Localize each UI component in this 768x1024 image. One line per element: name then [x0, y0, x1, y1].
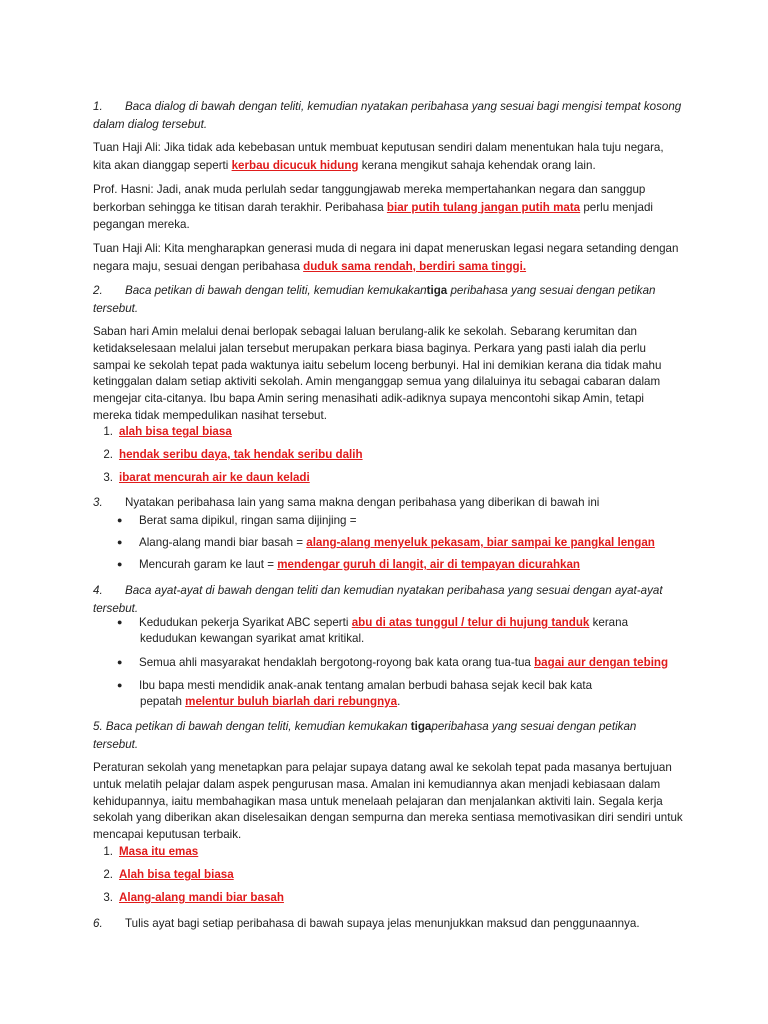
dialog-line-1: Tuan Haji Ali: Jika tidak ada kebebasan untuk membuat keputusan sendiri dalam menentukan hala tuju negara, kita akan dianggap seperti kerbau dicucuk hidung kerana mengikut sahaja kehendak orang lain. [93, 141, 664, 172]
bullet-icon: ● [117, 515, 123, 525]
answer: duduk sama rendah, berdiri sama tinggi. [303, 259, 527, 273]
question-2-instruction: 2. Baca petikan di bawah dengan teliti, kemudian kemukakantiga peribahasa yang sesuai dengan petikan tersebut. [93, 284, 656, 315]
bullet-icon: ● [117, 657, 123, 667]
question-2-passage: Saban hari Amin melalui denai berlopak sebagai laluan berulang-alik ke sekolah. Sebarang kerumitan dan ketidakselesaan melalui jalan tersebut merupakan perkara biasa baginya. Perkara yang pasti ialah dia perlu sampai ke sekolah tepat pada waktunya iaitu sebelum loceng berbunyi. Hal ini demikian kerana dia tidak mahu ketinggalan dalam setiap aktiviti sekolah. Amin menganggap semua yang dilaluinya itu sebagai cabaran dalam mengejar cita-citanya. Ibu bapa Amin sering menasihati adik-adiknya supaya mencontohi sikap Amin, tetapi mereka tidak mempedulikan nasihat tersebut. [93, 325, 662, 422]
answer: kerbau dicucuk hidung [231, 158, 359, 172]
question-1-instruction: 1. Baca dialog di bawah dengan teliti, kemudian nyatakan peribahasa yang sesuai bagi mengisi tempat kosong dalam dialog tersebut. [93, 100, 682, 131]
bullet-icon: ● [117, 559, 123, 569]
dialog-line-2: Prof. Hasni: Jadi, anak muda perlulah sedar tanggungjawab mereka mempertahankan negara dan sanggup berkorban sehingga ke titisan darah terakhir. Peribahasa biar putih tulang jangan putih mata perlu menjadi pegangan mereka. [93, 183, 653, 231]
bullet-icon: ● [117, 680, 123, 690]
dialog-line-3: Tuan Haji Ali: Kita mengharapkan generasi muda di negara ini dapat meneruskan legasi negara setanding dengan negara maju, sesuai dengan peribahasa duduk sama rendah, berdiri sama tinggi. [93, 242, 679, 273]
question-5-passage: Peraturan sekolah yang menetapkan para pelajar supaya datang awal ke sekolah tepat pada masanya bertujuan untuk melatih pelajar dalam aspek pengurusan masa. Amalan ini kemudiannya akan menjadi kebiasaan dalam kehidupannya, iaitu membahagikan masa untuk menelaah pelajaran dan menjalankan aktiviti lain. Segala kerja sekolah yang diberikan akan diselesaikan dengan sempurna dan mereka sentiasa memotivasikan diri sendiri untuk mencapai keputusan terbaik. [93, 761, 683, 842]
bullet-icon: ● [117, 617, 123, 627]
answer: biar putih tulang jangan putih mata [386, 200, 581, 214]
question-3-instruction: 3. Nyatakan peribahasa lain yang sama makna dengan peribahasa yang diberikan di bawah ini [93, 496, 600, 509]
bullet-icon: ● [117, 537, 123, 547]
question-4-instruction: 4. Baca ayat-ayat di bawah dengan teliti dan kemudian nyatakan peribahasa yang sesuai dengan ayat-ayat tersebut. [93, 584, 663, 615]
question-6-instruction: 6. Tulis ayat bagi setiap peribahasa di bawah supaya jelas menunjukkan maksud dan penggunaannya. [93, 917, 640, 930]
document-page: 1. Baca dialog di bawah dengan teliti, kemudian nyatakan peribahasa yang sesuai bagi mengisi tempat kosong dalam dialog tersebut. Tuan Haji Ali: Jika tidak ada kebebasan untuk membuat keputusan sendiri dalam menentukan hala tuju negara, kita akan dianggap seperti kerbau dicucuk hidung kerana mengikut sahaja kehendak orang lain. Prof. Hasni: Jadi, anak muda perlulah sedar tanggungjawab mereka mempertahankan negara dan sanggup berkorban sehingga ke titisan darah terakhir. Peribahasa biar putih tulang jangan putih mata perlu menjadi pegangan mereka. Tuan Haji Ali: Kita mengharapkan generasi muda di negara ini dapat meneruskan legasi negara setanding dengan negara maju, sesuai dengan peribahasa duduk sama rendah, berdiri sama tinggi. 2. Baca petikan di bawah dengan teliti, kemudian kemukakantiga peribahasa yang sesuai dengan petikan tersebut. Saban hari Amin melalui denai berlopak sebagai laluan berulang-alik ke sekolah. Sebarang kerumitan dan ketidakselesaan melalui jalan tersebut merupakan perkara biasa baginya. Perkara yang pasti ialah dia perlu sampai ke sekolah tepat pada waktunya iaitu sebelum loceng berbunyi. Hal ini demikian kerana dia tidak mahu ketinggalan dalam setiap aktiviti sekolah. Amin menganggap semua yang dilaluinya itu sebagai cabaran dalam mengejar cita-citanya. Ibu bapa Amin sering menasihati adik-adiknya supaya mencontohi sikap Amin, tetapi mereka tidak mempedulikan nasihat tersebut. 1. alah bisa tegal biasa 2. hendak seribu daya, tak hendak seribu dalih 3. ibarat mencurah air ke daun keladi 3. Nyatakan peribahasa lain yang sama makna dengan peribahasa yang diberikan di bawah ini ● Berat sama dipikul, ringan sama dijinjing = ● Alang-alang mandi biar basah = alang-alang menyeluk pekasam, biar sampai ke pangkal lengan ● Mencurah garam ke laut = mendengar guruh di langit, air di tempayan dicurahkan 4. Baca ayat-ayat di bawah dengan teliti dan kemudian nyatakan peribahasa yang sesuai dengan ayat-ayat tersebut. ● Kedudukan pekerja Syarikat ABC seperti abu di atas tunggul / telur di hujung tanduk kerana kedudukan kewangan syarikat amat kritikal. ● Semua ahli masyarakat hendaklah bergotong-royong bak kata orang tua-tua bagai aur dengan tebing ● Ibu bapa mesti mendidik anak-anak tentang amalan berbudi bahasa sejak kecil bak kata pepatah melentur buluh biarlah dari rebungnya. 5. Baca petikan di bawah dengan teliti, kemudian kemukakan tigaperibahasa yang sesuai dengan petikan tersebut. Peraturan sekolah yang menetapkan para pelajar supaya datang awal ke sekolah tepat pada masanya bertujuan untuk melatih pelajar dalam aspek pengurusan masa. Amalan ini kemudiannya akan menjadi kebiasaan dalam kehidupannya, iaitu membahagikan masa untuk menelaah pelajaran dan menjalankan aktiviti lain. Segala kerja sekolah yang diberikan akan diselesaikan dengan sempurna dan mereka sentiasa memotivasikan diri sendiri untuk mencapai keputusan terbaik. 1. Masa itu emas 2. Alah bisa tegal biasa 3. Alang-alang mandi biar basah 6. Tulis ayat bagi setiap peribahasa di bawah supaya jelas menunjukkan maksud dan penggunaannya. [0, 0, 768, 1024]
question-5-instruction: 5. Baca petikan di bawah dengan teliti, kemudian kemukakan tigaperibahasa yang sesuai dengan petikan tersebut. [93, 720, 637, 751]
